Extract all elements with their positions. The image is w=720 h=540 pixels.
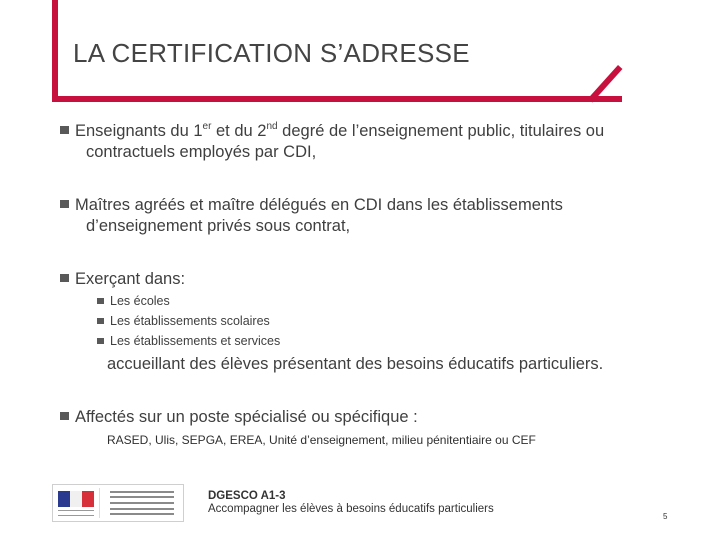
- square-bullet-icon: [97, 318, 104, 324]
- ministry-logo: [52, 484, 184, 522]
- square-bullet-icon: [60, 412, 69, 420]
- detail-text: RASED, Ulis, SEPGA, EREA, Unité d’enseignement, milieu pénitentiaire ou CEF: [107, 433, 536, 447]
- square-bullet-icon: [60, 200, 69, 208]
- square-bullet-icon: [60, 274, 69, 282]
- footer-org: DGESCO A1-3: [208, 490, 286, 502]
- marianne-flag-icon: [56, 488, 100, 518]
- conclusion-text: accueillant des élèves présentant des besoins éducatifs particuliers.: [107, 355, 604, 373]
- bullet-enseignants: Enseignants du 1er et du 2nd degré de l’enseignement public, titulaires ou contractuels employés par CDI,: [60, 121, 700, 163]
- square-bullet-icon: [60, 126, 69, 134]
- title-frame-bottom: [52, 96, 622, 102]
- page-number: 5: [663, 512, 668, 521]
- bullet-exercant: Exerçant dans:: [60, 269, 700, 290]
- title-frame-left: [52, 0, 58, 102]
- square-bullet-icon: [97, 338, 104, 344]
- ministry-text-block: [104, 489, 180, 517]
- sub-item-ecoles: Les écoles: [97, 294, 170, 309]
- bullet-maitres: Maîtres agréés et maître délégués en CDI dans les établissements d’enseignement privés sous contrat,: [60, 195, 700, 237]
- footer-subtitle: Accompagner les élèves à besoins éducatifs particuliers: [208, 503, 494, 515]
- sub-item-etablissements-scolaires: Les établissements scolaires: [97, 314, 270, 329]
- square-bullet-icon: [97, 298, 104, 304]
- sub-item-etablissements-services: Les établissements et services: [97, 334, 280, 349]
- bullet-affectes: Affectés sur un poste spécialisé ou spécifique :: [60, 407, 700, 428]
- slide-title: LA CERTIFICATION S’ADRESSE: [73, 38, 470, 68]
